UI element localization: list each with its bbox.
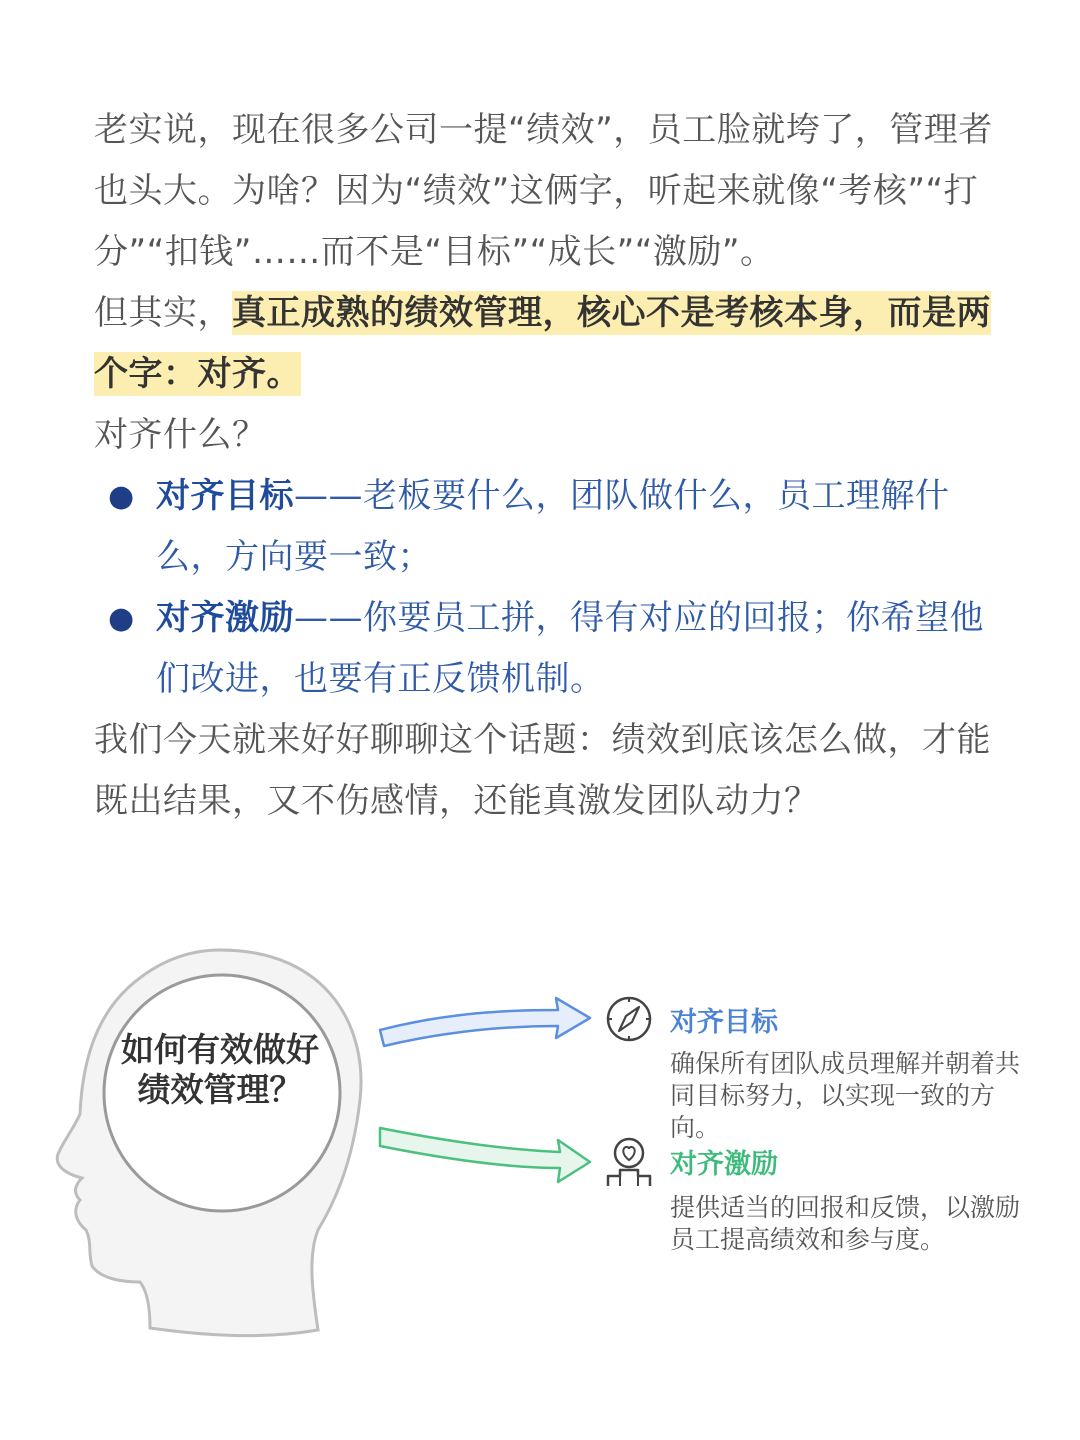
node-description-incentive: 提供适当的回报和反馈，以激励员工提高绩效和参与度。 [670,1193,1021,1254]
bullet-icon: ● [108,601,135,636]
infographic-graphics [0,930,1080,1370]
highlighted-key-point: 真正成熟的绩效管理，核心不是考核本身，而是两个字：对齐。 [94,293,991,394]
node-title-goal: 对齐目标 [670,1007,778,1038]
center-question: 如何有效做好绩效管理？ [121,1030,319,1109]
list-item-term: 对齐激励 [156,598,294,638]
core-paragraph-prefix: 但其实， [94,293,232,333]
list-item-goal [94,466,994,588]
alignment-list [94,466,994,710]
infographic [0,930,1080,1370]
list-item-term: 对齐目标 [156,476,294,516]
question-line: 对齐什么？ [94,415,267,455]
list-item-text: ——老板要什么，团队做什么，员工理解什么，方向要一致； [156,476,950,577]
node-description-goal: 确保所有团队成员理解并朝着共同目标努力，以实现一致的方向。 [670,1049,1021,1142]
list-item-text: ——你要员工拼，得有对应的回报；你希望他们改进，也要有正反馈机制。 [156,598,984,699]
arrow-to-incentive-icon [380,1128,590,1182]
article [94,100,994,832]
arrow-to-goal-icon [380,998,590,1046]
core-paragraph [94,283,994,405]
list-item-incentive [94,588,994,710]
intro-paragraph: 老实说，现在很多公司一提“绩效”，员工脸就垮了，管理者也头大。为啥？因为“绩效”这俩字，听起来就像“考核”“打分”“扣钱”……而不是“目标”“成长”“激励”。 [94,110,993,272]
closing-paragraph: 我们今天就来好好聊聊这个话题：绩效到底该怎么做，才能既出结果，又不伤感情，还能真激发团队动力？ [94,720,991,821]
bullet-icon: ● [108,479,135,514]
compass-icon [604,994,654,1044]
heart-person-icon [604,1136,654,1188]
node-title-incentive: 对齐激励 [670,1149,778,1180]
